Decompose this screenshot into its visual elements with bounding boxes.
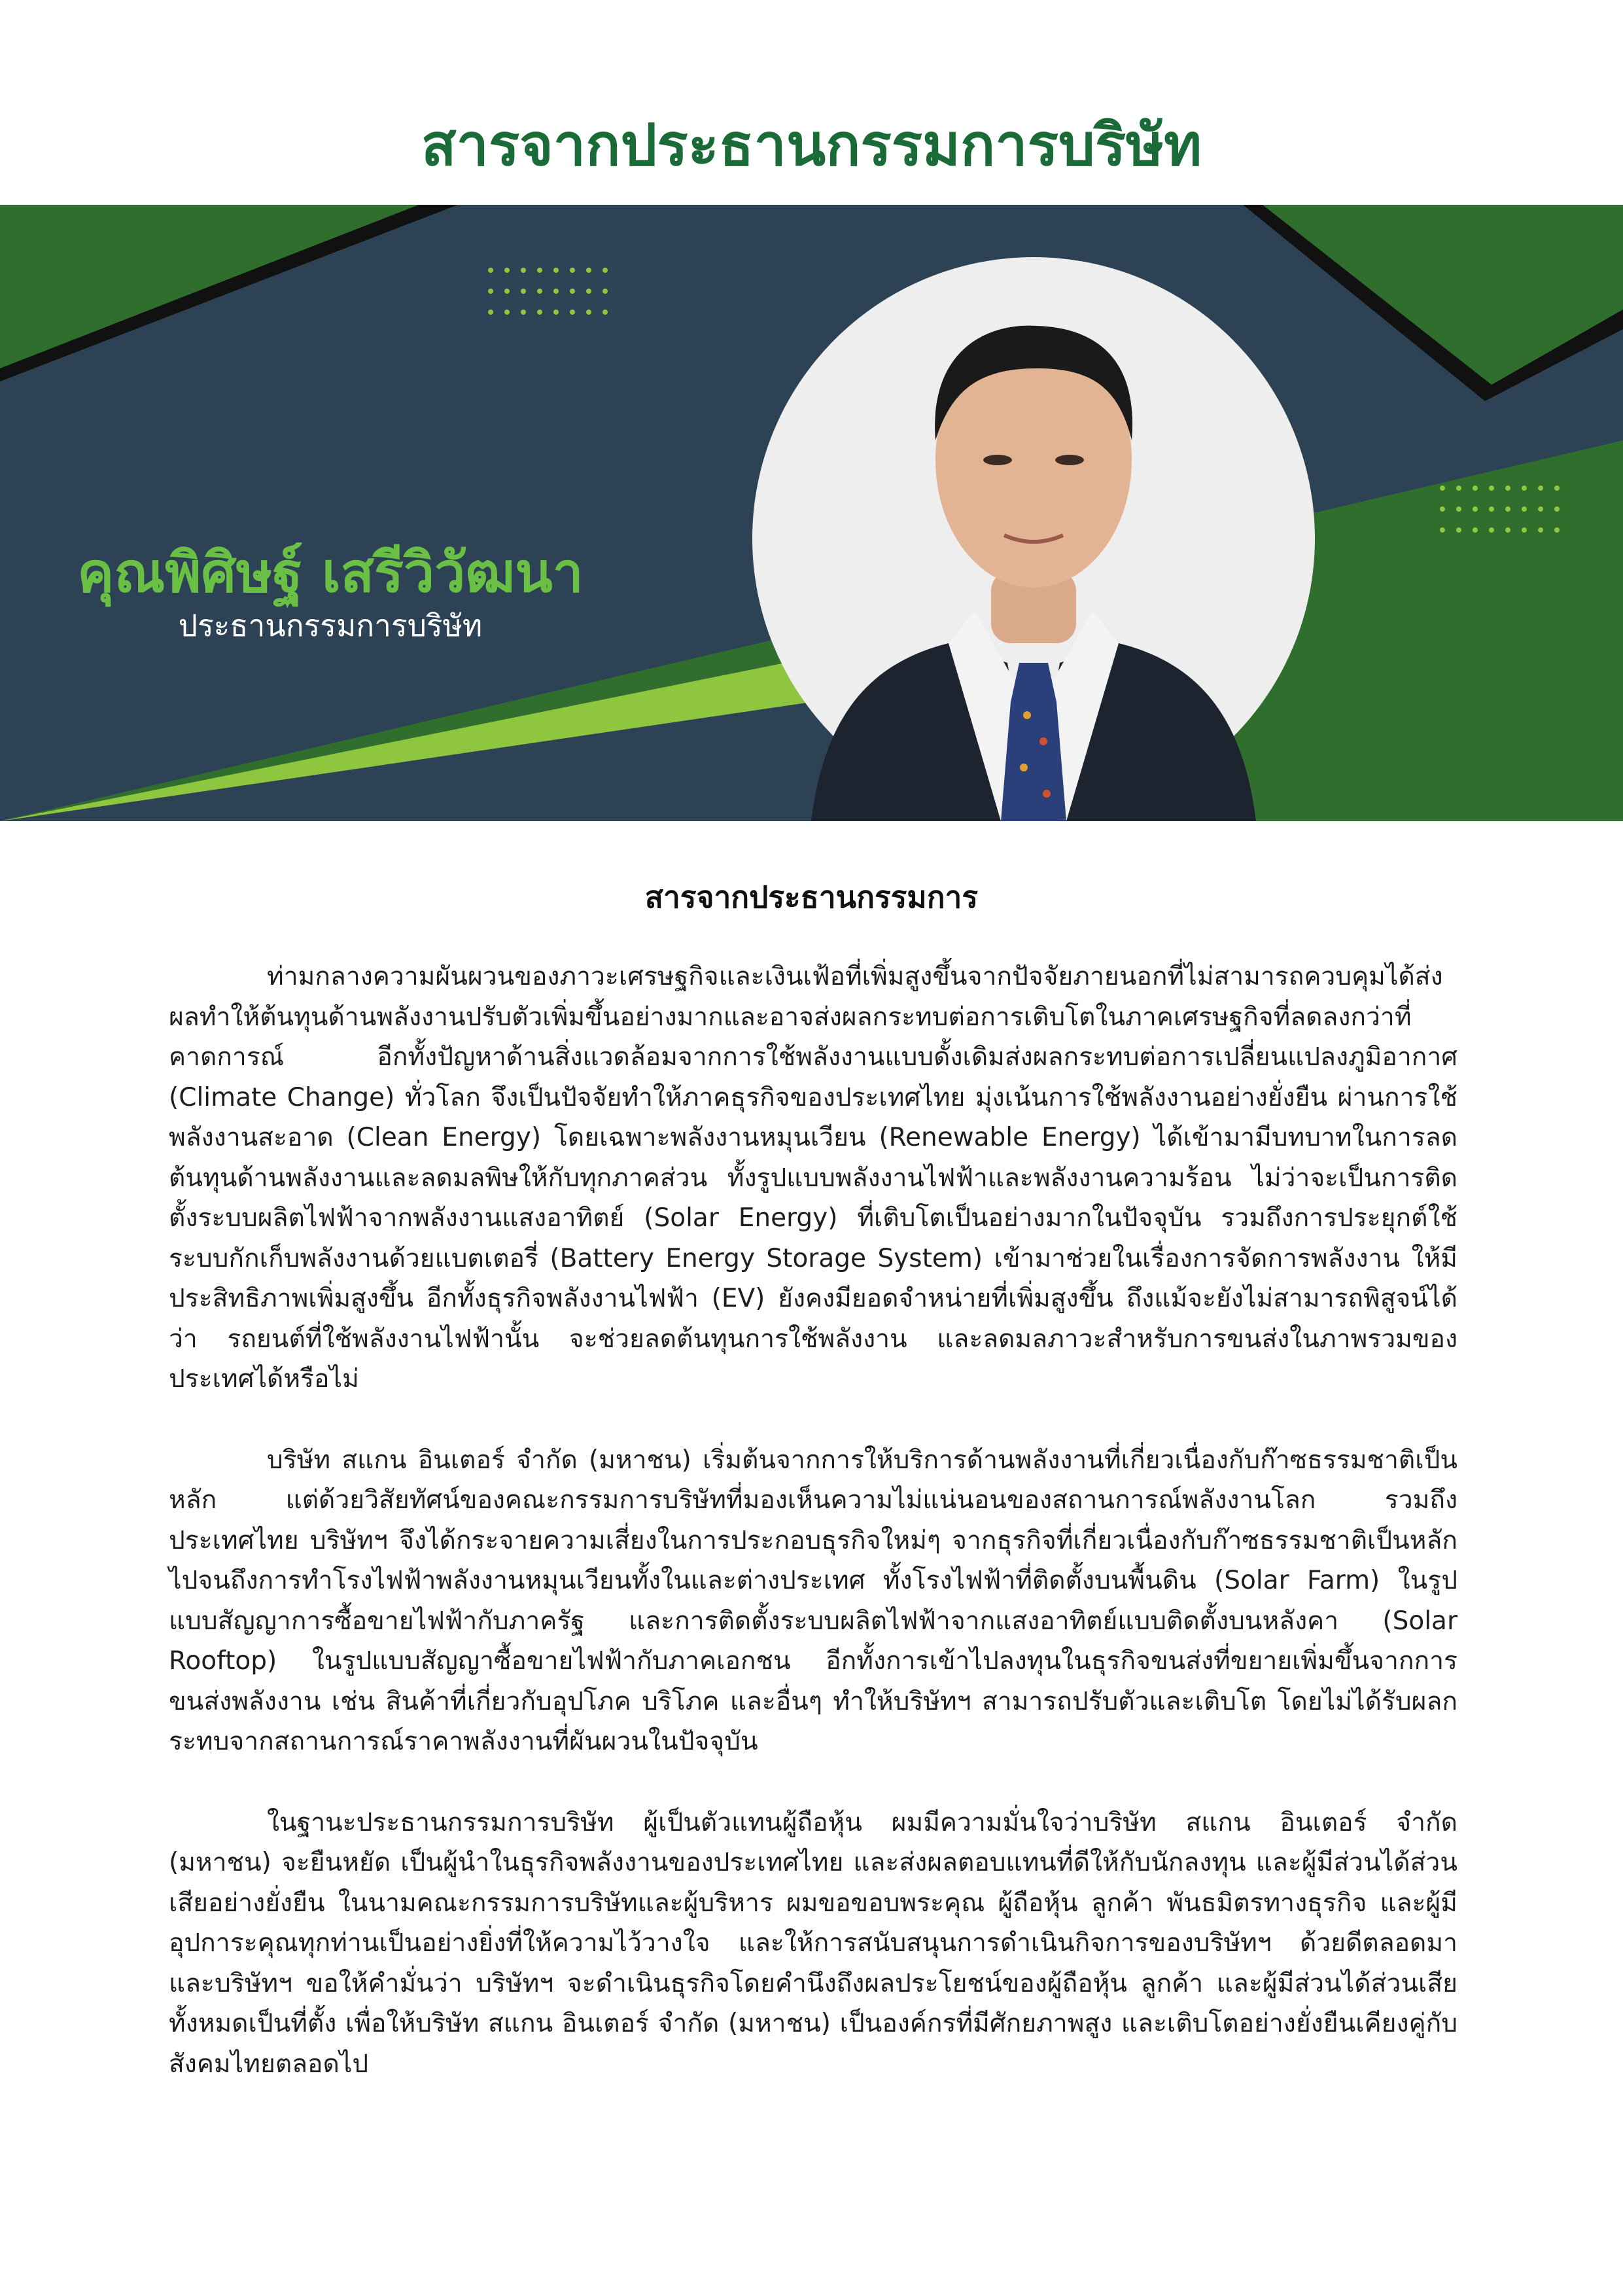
message-paragraph: ในฐานะประธานกรรมการบริษัท ผู้เป็นตัวแทนผู้ถือหุ้น ผมมีความมั่นใจว่าบริษัท สแกน อินเตอร์ จำกัด (มหาชน) จะยืนหยัด เป็นผู้นำในธุรกิจพลังงานของประเทศไทย และส่งผลตอบแทนที่ดีให้กับนักลงทุน และผู้มีส่วนได้ส่วนเสียอย่างยั่งยืน ในนามคณะกรรมการบริษัทและผู้บริหาร ผมขอขอบพระคุณ ผู้ถือหุ้น ลูกค้า พันธมิตรทางธุรกิจ และผู้มีอุปการะคุณทุกท่านเป็นอย่างยิ่งที่ให้ความไว้วางใจ และให้การสนับสนุนการดำเนินกิจการของบริษัทฯ ด้วยดีตลอดมา และบริษัทฯ ขอให้คำมั่นว่า บริษัทฯ จะดำเนินธุรกิจโดยคำนึงถึงผลประโยชน์ของผู้ถือหุ้น ลูกค้า และผู้มีส่วนได้ส่วนเสียทั้งหมดเป็นที่ตั้ง เพื่อให้บริษัท สแกน อินเตอร์ จำกัด (มหาชน) เป็นองค์กรที่มีศักยภาพสูง และเติบโตอย่างยั่งยืนเคียงคู่กับสังคมไทยตลอดไป — [169, 1807, 1457, 2079]
message-body — [169, 957, 1457, 2125]
chairman-role: ประธานกรรมการบริษัท — [178, 608, 483, 643]
message-paragraph: ท่ามกลางความผันผวนของภาวะเศรษฐกิจและเงินเฟ้อที่เพิ่มสูงขึ้นจากปัจจัยภายนอกที่ไม่สามารถควบคุมได้ส่งผลทำให้ต้นทุนด้านพลังงานปรับตัวเพิ่มขึ้นอย่างมากและอาจส่งผลกระทบต่อการเติบโตในภาคเศรษฐกิจที่ลดลงกว่าที่คาดการณ์ อีกทั้งปัญหาด้านสิ่งแวดล้อมจากการใช้พลังงานแบบดั้งเดิมส่งผลกระทบต่อการเปลี่ยนแปลงภูมิอากาศ (Climate Change) ทั่วโลก จึงเป็นปัจจัยทำให้ภาคธุรกิจของประเทศไทย มุ่งเน้นการใช้พลังงานอย่างยั่งยืน ผ่านการใช้พลังงานสะอาด (Clean Energy) โดยเฉพาะพลังงานหมุนเวียน (Renewable Energy) ได้เข้ามามีบทบาทในการลดต้นทุนด้านพลังงานและลดมลพิษให้กับทุกภาคส่วน ทั้งรูปแบบพลังงานไฟฟ้าและพลังงานความร้อน ไม่ว่าจะเป็นการติดตั้งระบบผลิตไฟฟ้าจากพลังงานแสงอาทิตย์ (Solar Energy) ที่เติบโตเป็นอย่างมากในปัจจุบัน รวมถึงการประยุกต์ใช้ระบบกักเก็บพลังงานด้วยแบตเตอรี่ (Battery Energy Storage System) เข้ามาช่วยในเรื่องการจัดการพลังงาน ให้มีประสิทธิภาพเพิ่มสูงขึ้น อีกทั้งธุรกิจพลังงานไฟฟ้า (EV) ยังคงมียอดจำหน่ายที่เพิ่มสูงขึ้น ถึงแม้จะยังไม่สามารถพิสูจน์ได้ว่า รถยนต์ที่ใช้พลังงานไฟฟ้านั้น จะช่วยลดต้นทุนการใช้พลังงาน และลดมลภาวะสำหรับการขนส่งในภาพรวมของประเทศได้หรือไม่ — [169, 962, 1457, 1394]
page-title: สารจากประธานกรรมการบริษัท — [421, 111, 1202, 179]
chairman-name: คุณพิศิษฐ์ เสรีวิวัฒนา — [77, 540, 584, 605]
chairman-portrait — [700, 244, 1367, 821]
message-heading: สารจากประธานกรรมการ — [644, 879, 979, 915]
chairman-banner — [0, 205, 1623, 821]
message-paragraph: บริษัท สแกน อินเตอร์ จำกัด (มหาชน) เริ่มต้นจากการให้บริการด้านพลังงานที่เกี่ยวเนื่องกับก๊าซธรรมชาติเป็นหลัก แต่ด้วยวิสัยทัศน์ของคณะกรรมการบริษัทที่มองเห็นความไม่แน่นอนของสถานการณ์พลังงานโลก รวมถึงประเทศไทย บริษัทฯ จึงได้กระจายความเสี่ยงในการประกอบธุรกิจใหม่ๆ จากธุรกิจที่เกี่ยวเนื่องกับก๊าซธรรมชาติเป็นหลัก ไปจนถึงการทำโรงไฟฟ้าพลังงานหมุนเวียนทั้งในและต่างประเทศ ทั้งโรงไฟฟ้าที่ติดตั้งบนพื้นดิน (Solar Farm) ในรูปแบบสัญญาการซื้อขายไฟฟ้ากับภาครัฐ และการติดตั้งระบบผลิตไฟฟ้าจากแสงอาทิตย์แบบติดตั้งบนหลังคา (Solar Rooftop) ในรูปแบบสัญญาซื้อขายไฟฟ้ากับภาคเอกชน อีกทั้งการเข้าไปลงทุนในธุรกิจขนส่งที่ขยายเพิ่มขึ้นจากการขนส่งพลังงาน เช่น สินค้าที่เกี่ยวกับอุปโภค บริโภค และอื่นๆ ทำให้บริษัทฯ สามารถปรับตัวและเติบโต โดยไม่ได้รับผลกระทบจากสถานการณ์ราคาพลังงานที่ผันผวนในปัจจุบัน — [169, 1445, 1457, 1756]
